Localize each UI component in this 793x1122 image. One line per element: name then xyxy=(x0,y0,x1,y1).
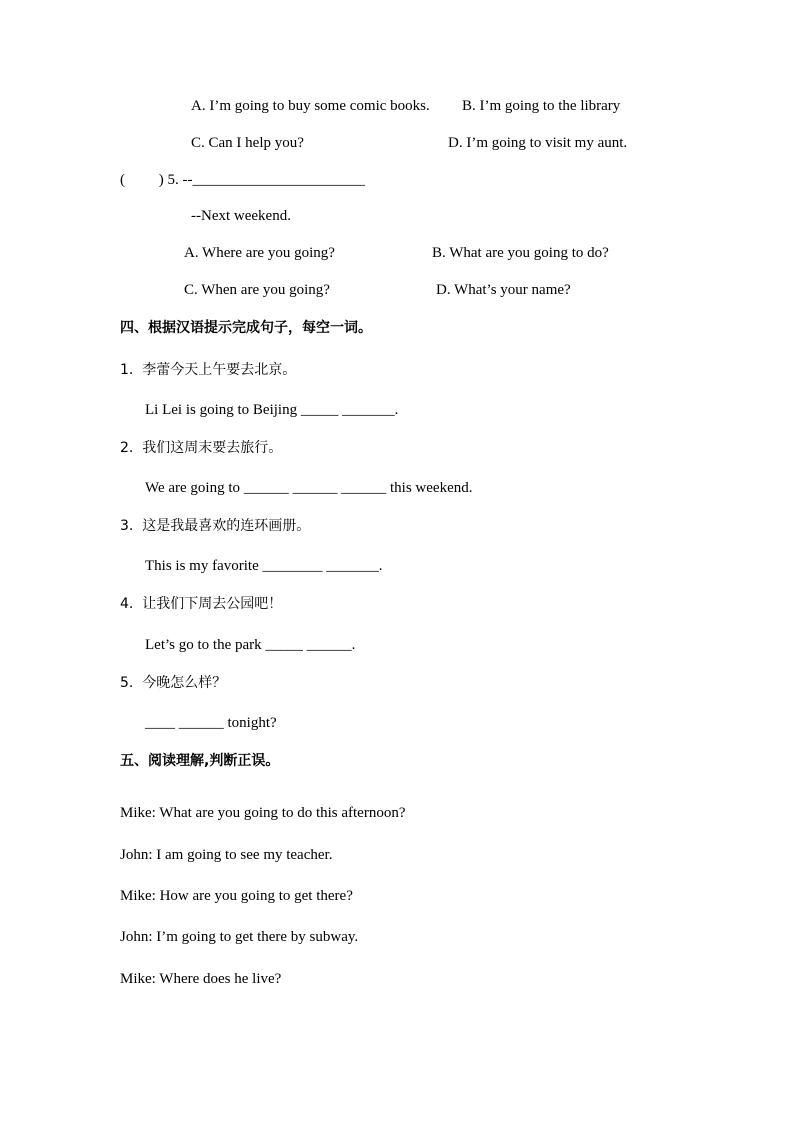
q5-stem: ( ) 5. --_______________________ xyxy=(120,172,365,188)
s4-item1-en: Li Lei is going to Beijing _____ _______. xyxy=(145,402,399,418)
q5-option-d: D. What’s your name? xyxy=(436,282,571,298)
s4-item4-en: Let’s go to the park _____ ______. xyxy=(145,637,356,653)
dialogue-line: Mike: Where does he live? xyxy=(120,971,282,987)
q4-option-d: D. I’m going to visit my aunt. xyxy=(448,135,628,151)
s4-item4-cn: 4. 让我们下周去公园吧！ xyxy=(120,596,283,612)
q5-option-b: B. What are you going to do? xyxy=(432,245,609,261)
dialogue-line: Mike: How are you going to get there? xyxy=(120,888,353,904)
s4-item3-cn: 3. 这是我最喜欢的连环画册。 xyxy=(120,518,311,534)
section4-heading: 四、根据汉语提示完成句子，每空一词。 xyxy=(120,320,372,336)
s4-item2-cn: 2. 我们这周末要去旅行。 xyxy=(120,440,283,456)
s4-item3-en: This is my favorite ________ _______. xyxy=(145,558,383,574)
section5-heading: 五、阅读理解,判断正误。 xyxy=(120,753,280,769)
s4-item2-en: We are going to ______ ______ ______ this weekend. xyxy=(145,480,473,496)
q4-option-c: C. Can I help you? xyxy=(191,135,304,151)
dialogue-line: John: I’m going to get there by subway. xyxy=(120,929,359,945)
dialogue-line: John: I am going to see my teacher. xyxy=(120,847,333,863)
q5-answer-line: --Next weekend. xyxy=(191,208,291,224)
q4-option-b: B. I’m going to the library xyxy=(462,98,621,114)
s4-item5-en: ____ ______ tonight? xyxy=(145,715,277,731)
q5-option-a: A. Where are you going? xyxy=(184,245,335,261)
s4-item1-cn: 1. 李蕾今天上午要去北京。 xyxy=(120,362,297,378)
q5-option-c: C. When are you going? xyxy=(184,282,330,298)
dialogue-line: Mike: What are you going to do this afternoon? xyxy=(120,805,406,821)
s4-item5-cn: 5. 今晚怎么样？ xyxy=(120,675,227,691)
q4-option-a: A. I’m going to buy some comic books. xyxy=(191,98,430,114)
